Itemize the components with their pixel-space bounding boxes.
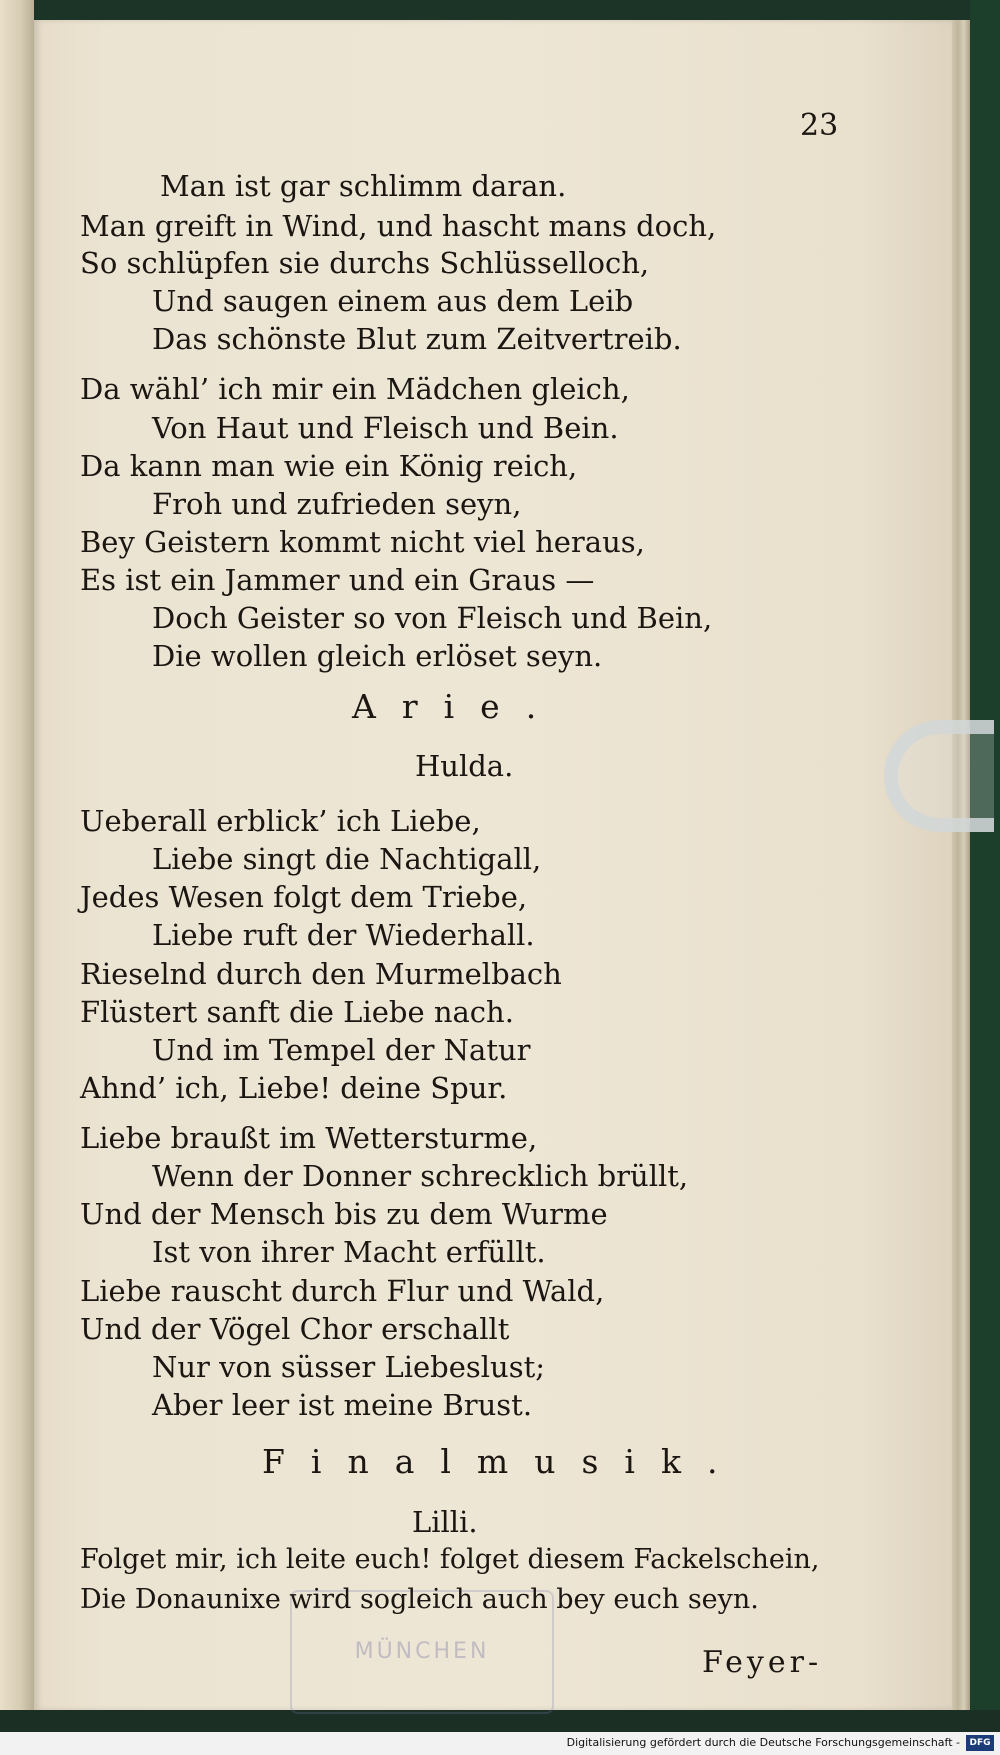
verse-line: Da kann man wie ein König reich,	[80, 449, 578, 483]
verse-line: Das schönste Blut zum Zeitvertreib.	[152, 322, 682, 356]
finale-line: Folget mir, ich leite euch! folget diesem Fackelschein,	[80, 1544, 820, 1575]
finale-speaker: Lilli.	[412, 1505, 478, 1539]
verse-line: Man greift in Wind, und hascht mans doch,	[80, 209, 717, 243]
verse-line: Da wähl’ ich mir ein Mädchen gleich,	[80, 372, 630, 406]
verse-line: Man ist gar schlimm daran.	[160, 169, 567, 203]
aria-heading: Arie.	[352, 687, 563, 726]
page-number: 23	[800, 108, 839, 143]
catchword: Feyer-	[702, 1645, 823, 1680]
verse-line: Die wollen gleich erlöset seyn.	[152, 639, 603, 673]
aria-line: Und der Vögel Chor erschallt	[80, 1312, 510, 1346]
verse-line: Froh und zufrieden seyn,	[152, 487, 522, 521]
verse-line: So schlüpfen sie durchs Schlüsselloch,	[80, 246, 650, 280]
verse-line: Und saugen einem aus dem Leib	[152, 284, 634, 318]
book-cover-right	[970, 0, 1000, 1730]
finale-line: Die Donaunixe wird sogleich auch bey euch seyn.	[80, 1584, 759, 1615]
verse-line: Bey Geistern kommt nicht viel heraus,	[80, 525, 645, 559]
aria-line: Liebe rauscht durch Flur und Wald,	[80, 1274, 605, 1308]
aria-line: Und im Tempel der Natur	[152, 1033, 531, 1067]
aria-line: Flüstert sanft die Liebe nach.	[80, 995, 514, 1029]
aria-line: Rieselnd durch den Murmelbach	[80, 957, 562, 991]
library-stamp: MÜNCHEN	[290, 1590, 554, 1714]
digitization-credit: Digitalisierung gefördert durch die Deutsche Forschungsgemeinschaft -	[566, 1736, 960, 1749]
aria-line: Liebe singt die Nachtigall,	[152, 842, 542, 876]
aria-line: Liebe ruft der Wiederhall.	[152, 918, 535, 952]
aria-line: Ahnd’ ich, Liebe! deine Spur.	[80, 1071, 508, 1105]
book-cover-left	[0, 0, 34, 1730]
page-edges	[952, 20, 970, 1710]
aria-line: Aber leer ist meine Brust.	[152, 1388, 533, 1422]
aria-line: Und der Mensch bis zu dem Wurme	[80, 1197, 608, 1231]
verse-line: Von Haut und Fleisch und Bein.	[152, 411, 619, 445]
page-clip	[884, 720, 994, 832]
aria-line: Wenn der Donner schrecklich brüllt,	[152, 1159, 689, 1193]
aria-line: Liebe braußt im Wettersturme,	[80, 1121, 538, 1155]
aria-speaker: Hulda.	[415, 749, 514, 783]
aria-line: Nur von süsser Liebeslust;	[152, 1350, 546, 1384]
aria-line: Jedes Wesen folgt dem Triebe,	[80, 880, 528, 914]
aria-line: Ueberall erblick’ ich Liebe,	[80, 804, 481, 838]
finale-heading: Finalmusik.	[262, 1442, 744, 1481]
scan-background-top	[0, 0, 1000, 22]
verse-line: Es ist ein Jammer und ein Graus —	[80, 563, 595, 597]
aria-line: Ist von ihrer Macht erfüllt.	[152, 1235, 546, 1269]
dfg-logo-icon: DFG	[966, 1735, 994, 1751]
verse-line: Doch Geister so von Fleisch und Bein,	[152, 601, 713, 635]
